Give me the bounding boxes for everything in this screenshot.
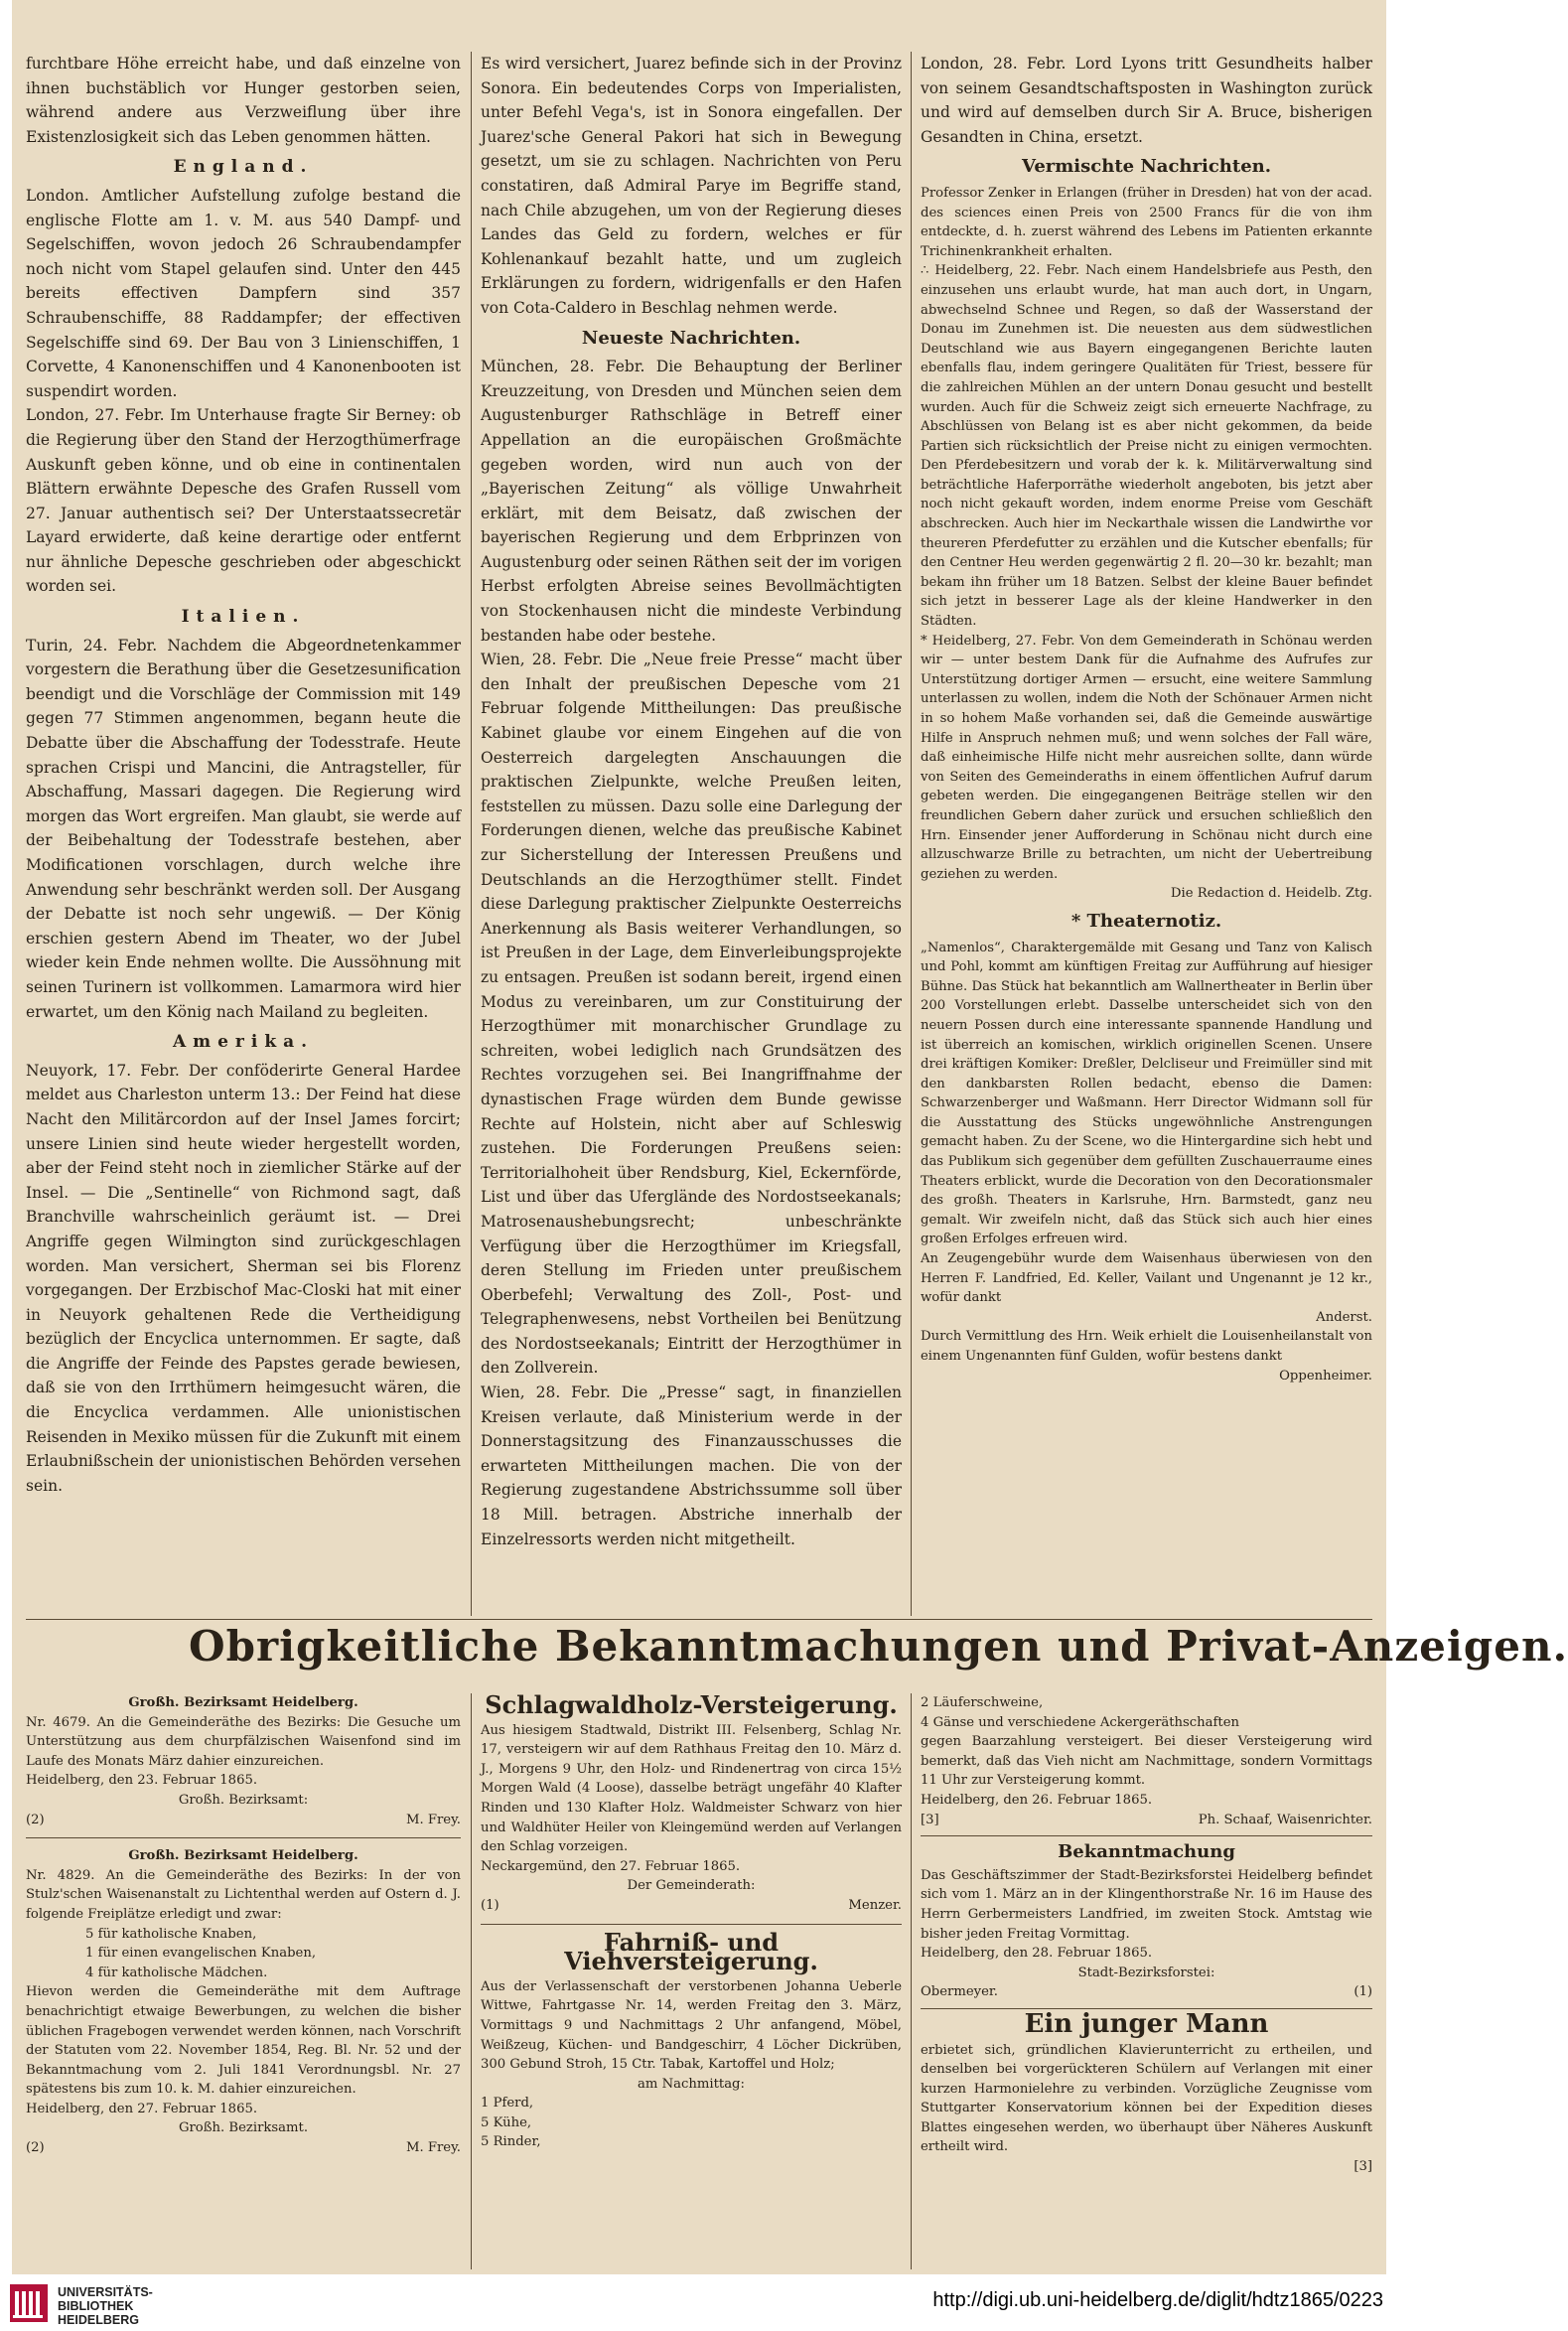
- article-wien-depesche: Wien, 28. Febr. Die „Neue freie Presse“ macht über den Inhalt der preußischen Depesche vom 21 Februar folgende Mittheilungen: Das preußische Kabinet glaube vor einem Eingehen auf die von Oesterreich dargelegten Anschauungen die praktischen Zielpunkte, welche Preußen leiten, feststellen zu müssen. Dazu solle eine Darlegung der Forderungen dienen, welche das preußische Kabinet zur Sicherstellung der Interessen Preußens und Deutschlands an die Herzogthümer stellt. Findet diese Darlegung praktischer Zielpunkte Oesterreichs Anerkennung als Basis weiterer Verhandlungen, so ist Preußen in der Lage, dem Einverleibungsprojekte zu entsagen. Preußen ist sodann bereit, irgend einen Modus zu vereinbaren, um zur Constituirung der Herzogthümer mit monarchischer Grundlage zu schreiten, wobei lediglich nach Grundsätzen des Rechtes vorzugehen sei. Bei Inangriffnahme der dynastischen Frage würden dem Bunde gewisse Rechte auf Holstein, nicht aber auf Schleswig zustehen. Die Forderungen Preußens seien: Territorialhoheit über Rendsburg, Kiel, Eckernförde, List und über das Uferglände des Nordostseekanals; Matrosenaushebungsrecht; unbeschränkte Verfügung über die Herzogthümer im Kriegsfall, deren Stellung im Frieden unter preußischem Oberbefehl; Verwaltung des Zoll-, Post- und Telegraphenwesens, nebst Vortheilen bei Benützung des Nordostseekanals; Eintritt der Herzogthümer in den Zollverein.: [481, 651, 902, 1378]
- ad-heading: Großh. Bezirksamt Heidelberg.: [128, 1848, 358, 1864]
- ad-number: (2): [26, 2140, 45, 2156]
- ad-signature: M. Frey.: [405, 1812, 461, 1827]
- section-rule: [26, 1619, 1372, 1620]
- article-muenchen: München, 28. Febr. Die Behauptung der Berliner Kreuzzeitung, von Dresden und München seien dem Augustenburger Rathschläge in Betreff einer Appellation an die europäischen Großmächte gegeben worden, wird nun auch von der „Bayerischen Zeitung“ als völlige Unwahrheit erklärt, mit dem Beisatz, daß zwischen der bayerischen Regierung und dem Erbprinzen von Augustenburg oder seinen Räthen seit der im vorigen Herbst erfolgten Abreise seines Bevollmächtigten von Stockenhausen nicht die mindeste Verbindung bestanden habe oder bestehe.: [481, 358, 902, 645]
- ad-separator: [26, 1837, 461, 1838]
- ad-subheading: am Nachmittag:: [638, 2076, 745, 2092]
- library-name-line: HEIDELBERG: [58, 2313, 139, 2327]
- newspaper-sheet: [12, 0, 1568, 2274]
- ad-signature: Ph. Schaaf, Waisenrichter.: [1198, 1812, 1372, 1827]
- ad-body: Das Geschäftszimmer der Stadt-Bezirksforstei Heidelberg befindet sich vom 1. März an in der Klingenthorstraße Nr. 16 im Hause des Herrn Gerbermeisters Landfried, im zweiten Stock. Amtstag wie bisher jeden Freitag Vormittag.: [921, 1867, 1372, 1942]
- ad-number: [3]: [1354, 2159, 1372, 2175]
- ad-office: Großh. Bezirksamt.: [178, 2120, 309, 2136]
- section-heading-amerika: Amerika.: [172, 1032, 315, 1053]
- article-neuyork: Neuyork, 17. Febr. Der conföderirte General Hardee meldet aus Charleston unterm 13.: Der Feind hat diese Nacht den Militärcordon auf der Insel James forcirt; unsere Linien sind heute wieder hergestellt worden, aber der Feind steht noch in ziemlicher Stärke auf der Insel. — Die „Sentinelle“ von Richmond sagt, daß Branchville wahrscheinlich geräumt ist. — Drei Angriffe gegen Wilmington sind zurückgeschlagen worden. Man versichert, Sherman sei bis Florenz vorgegangen. Der Erzbischof Mac-Closki hat mit einer in Neuyork gehaltenen Rede die Vertheidigung bezüglich der Encyclica unternommen. Er sagte, daß die Angriffe der Feinde des Papstes gerade bewiesen, daß sie von den Irrthümern heimgesucht wären, die die Encyclica verdammen. Alle unionistischen Reisenden in Mexiko müssen für die Zukunft mit einem Erlaubnißschein der unionistischen Behörden versehen sein.: [26, 1061, 461, 1495]
- ad-heading: Großh. Bezirksamt Heidelberg.: [128, 1695, 358, 1710]
- ad-number: (1): [1354, 1984, 1372, 2000]
- section-heading-italien: Italien.: [181, 607, 306, 628]
- article-heidelberg-schoenau: * Heidelberg, 27. Febr. Von dem Gemeinderath in Schönau werden wir — unter bestem Dank für die Aufnahme des Aufrufes zur Unterstützung dortiger Armen — ersucht, eine weitere Sammlung unterlassen zu wollen, indem die Noth der Schönauer Armen nicht in so hohem Maße vorhanden sei, daß die Gemeinde auswärtige Hilfe in Anspruch nehmen muß; und wenn solches der Fall wäre, daß einheimische Hilfe nicht mehr ausreichen sollte, dann würde von Seiten des Gemeinderaths in einem öffentlichen Aufruf darum gebeten werden. Die eingegangenen Beiträge stellen wir den freundlichen Gebern daher zurück und ersuchen schließlich den Hrn. Einsender jener Aufforderung in Schönau nicht durch eine allzuschwarze Brille zu betrachten, um nicht der Uebertreibung geziehen zu werden.: [921, 633, 1372, 882]
- section-heading-neueste: Neueste Nachrichten.: [581, 327, 801, 349]
- ad-office: Stadt-Bezirksforstei:: [1077, 1965, 1215, 1980]
- ad-body: erbietet sich, gründlichen Klavierunterricht zu ertheilen, und denselben bei vorgerückteren Schülern auf Verlangen mit einer kurzen Harmonielehre zu verbinden. Vorzügliche Zeugnisse vom Stuttgarter Konservatorium können bei der Expedition dieses Blattes eingesehen werden, wo überhaupt über Näheres Auskunft ertheilt wird.: [921, 2042, 1372, 2155]
- ad-heading: Fahrniß- und Viehversteigerung.: [564, 1927, 818, 1976]
- list-item: 5 Rinder,: [481, 2134, 541, 2150]
- article-london-parliament: London, 27. Febr. Im Unterhause fragte Sir Berney: ob die Regierung über den Stand der Herzogthümerfrage Auskunft geben könne, und ob eine in continentalen Blättern erwähnte Depesche des Grafen Russell vom 27. Januar authentisch sei? Der Unterstaatssecretär Layard erwiderte, daß keine derartige oder entfernt nur ähnliche Depesche geschrieben oder abgeschickt worden sei.: [26, 406, 461, 596]
- ad-number: (1): [481, 1897, 499, 1913]
- library-name: [58, 2285, 153, 2327]
- article-london-lyons: London, 28. Febr. Lord Lyons tritt Gesundheits halber von seinem Gesandtschaftsposten in Washington zurück und wird auf demselben durch Sir A. Bruce, bisherigen Gesandten in China, ersetzt.: [921, 55, 1372, 146]
- ads-column-3: [921, 1693, 1372, 2269]
- article-waisenhaus: An Zeugengebühr wurde dem Waisenhaus überwiesen von den Herren F. Landfried, Ed. Keller, Vailant und Ungenannt je 12 kr., wofür dankt: [921, 1251, 1372, 1306]
- ad-heading: Ein junger Mann: [1024, 2008, 1269, 2039]
- article-london-fleet: London. Amtlicher Aufstellung zufolge bestand die englische Flotte am 1. v. M. aus 540 Dampf- und Segelschiffen, wovon jedoch 26 Schraubendampfer noch nicht vom Stapel gelaufen sind. Unter den 445 bereits effectiven Dampfern sind 357 Schraubenschiffe, 88 Raddampfer; der effectiven Segelschiffe sind 69. Der Bau von 3 Linienschiffen, 1 Corvette, 4 Kanonenschiffen und 4 Kanonenbooten ist suspendirt worden.: [26, 186, 461, 400]
- ads-column-1: [26, 1693, 461, 2269]
- list-item: 2 Läuferschweine,: [921, 1695, 1044, 1710]
- source-url-link[interactable]: http://digi.ub.uni-heidelberg.de/diglit/hdtz1865/0223: [932, 2289, 1383, 2311]
- list-item: 4 Gänse und verschiedene Ackergeräthschaften: [921, 1714, 1240, 1730]
- section-heading-theater: * Theaternotiz.: [1070, 910, 1222, 932]
- ad-heading: Bekanntmachung: [1058, 1841, 1235, 1863]
- ad-body: Nr. 4829. An die Gemeinderäthe des Bezirks: In der von Stulz'schen Waisenanstalt zu Lichtenthal werden auf Ostern d. J. folgende Freiplätze erledigt und zwar:: [26, 1867, 461, 1922]
- article-turin: Turin, 24. Febr. Nachdem die Abgeordnetenkammer vorgestern die Berathung über die Gesetzesunification beendigt und die Vorschläge der Commission mit 149 gegen 77 Stimmen angenommen, begann heute die Debatte über die Abschaffung der Todesstrafe. Heute sprachen Crispi und Mancini, die Antragsteller, für Abschaffung, Massari dagegen. Die Regierung wird morgen das Wort ergreifen. Man glaubt, sie werde auf der Beibehaltung der Todesstrafe bestehen, aber Modificationen vorschlagen, durch welche ihre Anwendung sehr beschränkt werden soll. Der Ausgang der Debatte ist noch sehr ungewiß. — Der König erschien gestern Abend im Theater, wo der Jubel wieder kein Ende nehmen wollte. Die Aussöhnung mit seinen Turinern ist vollkommen. Lamarmora wird hier erwartet, um den König nach Mailand zu begleiten.: [26, 636, 461, 1021]
- article-signature: Oppenheimer.: [1279, 1368, 1372, 1384]
- ad-office: Der Gemeinderath:: [627, 1878, 756, 1894]
- ad-number: [3]: [921, 1812, 939, 1827]
- ad-signature: Menzer.: [848, 1897, 902, 1913]
- list-item: 5 für katholische Knaben,: [85, 1926, 257, 1942]
- ad-body: gegen Baarzahlung versteigert. Bei dieser Versteigerung wird bemerkt, daß das Vieh nicht am Nachmittage, sondern Vormittags 11 Uhr zur Versteigerung kommt.: [921, 1734, 1372, 1789]
- ad-body: Aus der Verlassenschaft der verstorbenen Johanna Ueberle Wittwe, Fahrtgasse Nr. 14, werden Freitag den 3. März, Vormittags 9 und Nachmittags 2 Uhr anfangend, Möbel, Weißzeug, Küchen- und Bandgeschirr, 4 Löcher Dickrüben, 300 Gebund Stroh, 15 Ctr. Tabak, Kartoffel und Holz;: [481, 1978, 902, 2073]
- list-item: 1 Pferd,: [481, 2096, 534, 2112]
- article-column-3: [921, 52, 1372, 1613]
- ads-column-2: [481, 1690, 902, 2269]
- column-rule: [471, 1693, 472, 2269]
- ad-date: Neckargemünd, den 27. Februar 1865.: [481, 1858, 741, 1874]
- article-mexico: Es wird versichert, Juarez befinde sich in der Provinz Sonora. Ein bedeutendes Corps von Imperialisten, unter Befehl Vega's, ist in Sonora eingefallen. Der Juarez'sche General Pakori hat sich in Bewegung gesetzt, um sie zu schlagen. Nachrichten von Peru constatiren, daß Admiral Parye im Begriffe stand, nach Chile abzugehen, um von der Regierung dieses Landes das Geld zu fordern, welches er für Kohlenankauf bezahlt hatte, und um zugleich Erklärungen zu fordern, widrigenfalls er den Hafen von Cota-Caldero in Beschlag nehmen werde.: [481, 55, 902, 317]
- ad-separator: [481, 1924, 902, 1925]
- list-item: 1 für einen evangelischen Knaben,: [85, 1946, 317, 1962]
- ad-date: Heidelberg, den 27. Februar 1865.: [26, 2101, 258, 2116]
- column-rule: [911, 52, 912, 1616]
- article-signature: Die Redaction d. Heidelb. Ztg.: [1170, 886, 1372, 902]
- university-library-logo-icon: [10, 2284, 48, 2322]
- article-luisen: Durch Vermittlung des Hrn. Weik erhielt die Louisenheilanstalt von einem Ungenannten fünf Gulden, wofür bestens dankt: [921, 1329, 1372, 1364]
- article-intro: furchtbare Höhe erreicht habe, und daß einzelne von ihnen buchstäblich vor Hunger gestorben seien, während andere aus Verzweiflung über ihre Existenzlosigkeit sich das Leben genommen hätten.: [26, 55, 461, 146]
- ad-signature: M. Frey.: [405, 2140, 461, 2156]
- ad-date: Heidelberg, den 23. Februar 1865.: [26, 1773, 258, 1789]
- list-item: 5 Kühe,: [481, 2114, 532, 2130]
- ad-date: Heidelberg, den 26. Februar 1865.: [921, 1792, 1153, 1808]
- library-name-line: BIBLIOTHEK: [58, 2299, 134, 2313]
- ad-body: Hievon werden die Gemeinderäthe mit dem Auftrage benachrichtigt etwaige Bewerbungen, zu welchen die bisher üblichen Fragebogen verwendet werden können, nach Vorschrift der Statuten vom 22. November 1854, Reg. Bl. Nr. 52 und der Bekanntmachung vom 2. Juli 1841 Verordnungsbl. Nr. 27 spätestens bis zum 10. k. M. dahier einzureichen.: [26, 1984, 461, 2098]
- ad-body: Aus hiesigem Stadtwald, Distrikt III. Felsenberg, Schlag Nr. 17, versteigern wir auf dem Rathhaus Freitag den 10. März d. J., Morgens 9 Uhr, den Holz- und Rindenertrag von circa 15½ Morgen Wald (4 Loose), dasselbe beträgt ungefähr 40 Klafter Rinden und 130 Klafter Holz. Waldmeister Schwarz von hier und Waldhüter Heiler von Kleingemünd werden auf Verlangen den Schlag vorzeigen.: [481, 1722, 902, 1855]
- article-column-1: [26, 52, 461, 1613]
- list-item: 4 für katholische Mädchen.: [85, 1965, 268, 1980]
- ad-signature: Obermeyer.: [921, 1984, 998, 2000]
- ad-number: (2): [26, 1812, 45, 1827]
- article-signature: Anderst.: [1316, 1309, 1372, 1325]
- article-wien-finanz: Wien, 28. Febr. Die „Presse“ sagt, in finanziellen Kreisen verlaute, daß Ministerium werde in der Donnerstagsitzung des Finanzausschusses die erwarteten Mittheilungen machen. Die von der Regierung zugestandene Abstrichssumme soll über 18 Mill. betragen. Abstriche innerhalb der Einzelressorts werden nicht mitgetheilt.: [481, 1384, 902, 1548]
- announcements-banner: Obrigkeitliche Bekanntmachungen und Privat-Anzeigen.: [189, 1622, 1568, 1671]
- ad-body: Nr. 4679. An die Gemeinderäthe des Bezirks: Die Gesuche um Unterstützung aus dem churpfälzischen Waisenfond sind im Laufe des Monats März dahier einzureichen.: [26, 1714, 461, 1769]
- library-name-line: UNIVERSITÄTS-: [58, 2285, 153, 2299]
- section-heading-vermischte: Vermischte Nachrichten.: [1022, 156, 1271, 178]
- article-heidelberg-handel: ∴ Heidelberg, 22. Febr. Nach einem Handelsbriefe aus Pesth, den einzusehen uns erlaubt wurde, hat man auch dort, in Ungarn, abwechselnd Schnee und Regen, so daß der Wasserstand der Donau im Zunehmen ist. Die neuesten aus dem südwestlichen Deutschland wie aus Bayern eingegangenen Berichte lauten ebenfalls flau, indem geringere Qualitäten für Triest, bessere für die zahlreichen Mühlen an der untern Donau gesucht und bestellt wurden. Auch für die Schweiz zeigt sich erneuerte Nachfrage, zu Abschlüssen von Belang ist es aber nicht gekommen, da beide Partien sich rücksichtlich der Preise nicht zu einigen vermochten. Den Pferdebesitzern und vorab der k. k. Militärverwaltung sind beträchtliche Haferporräthe wiederholt angeboten, bis jetzt aber noch nicht gekauft worden, indem enorme Preise vom Geschäft abschrecken. Auch hier im Neckarthale wissen die Landwirthe vor theureren Pferdefutter zu erzählen und die Kutscher ebenfalls; für den Centner Heu werden gegenwärtig 2 fl. 20—30 kr. bezahlt; man bekam ihn früher um 18 Batzen. Selbst der kleine Bauer befindet sich jetzt in besserer Lage als der kleine Handwerker in den Städten.: [921, 263, 1372, 630]
- ad-separator: [921, 1835, 1372, 1836]
- section-heading-england: England.: [173, 157, 314, 178]
- column-rule: [911, 1693, 912, 2269]
- ad-office: Großh. Bezirksamt:: [178, 1792, 309, 1808]
- ad-heading: Schlagwaldholz-Versteigerung.: [485, 1690, 898, 1719]
- ad-date: Heidelberg, den 28. Februar 1865.: [921, 1946, 1153, 1962]
- column-rule: [471, 52, 472, 1616]
- article-column-2: [481, 52, 902, 1613]
- article-theater: „Namenlos“, Charaktergemälde mit Gesang und Tanz von Kalisch und Pohl, kommt am künftigen Freitag zur Aufführung auf hiesiger Bühne. Das Stück hat bekanntlich am Wallnertheater in Berlin über 200 Vorstellungen erlebt. Dasselbe unterscheidet sich von den neuern Possen durch eine interessante spannende Handlung und ist überreich an komischen, wirklich originellen Scenen. Unsere drei kräftigen Komiker: Dreßler, Delcliseur und Freimüller sind mit den dankbarsten Rollen bedacht, ebenso die Damen: Schwarzenberger und Waßmann. Herr Director Widmann soll für die Ausstattung des Stücks ungewöhnliche Anstrengungen gemacht haben. Zu der Scene, wo die Hintergardine sich hebt und das Publikum sich gegenüber dem gefüllten Zuschauerraume eines Theaters erblickt, wurde die Decoration von den Decorationsmaler des großh. Theaters in Karlsruhe, Hrn. Barmstedt, ganz neu gemalt. Wir zweifeln nicht, daß das Stück sich auch hier eines großen Erfolges erfreuen wird.: [921, 940, 1372, 1247]
- article-zenker: Professor Zenker in Erlangen (früher in Dresden) hat von der acad. des sciences einen Preis von 2500 Francs für die von ihm entdeckte, d. h. zuerst während des Lebens im Patienten erkannte Trichinenkrankheit erhalten.: [921, 185, 1372, 259]
- ad-separator: [921, 2008, 1372, 2009]
